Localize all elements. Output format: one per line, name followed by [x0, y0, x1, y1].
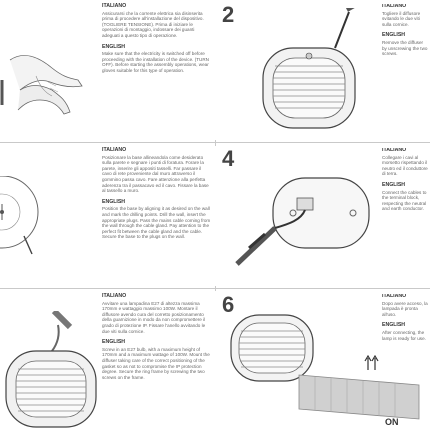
italian-heading: ITALIANO [102, 3, 127, 9]
italian-heading: ITALIANO [382, 148, 407, 153]
italian-heading: ITALIANO [382, 294, 407, 299]
step-2-panel [215, 0, 430, 140]
on-label: ON [385, 417, 399, 427]
up-arrows-icon [363, 355, 381, 371]
step-number: 4 [222, 146, 235, 171]
english-heading: ENGLISH [382, 181, 406, 188]
step-4-panel [215, 146, 430, 286]
english-instructions: Make sure that the electricity is switched off before proceeding with the installation of the device. (TURN OFF). Before starting the assembly operations, wear gloves suitable for this type of operation. [102, 51, 209, 73]
italian-instructions: Togliere il diffusore svitando le due viti sulla cornice. [382, 10, 421, 27]
english-instructions: Connect the cables to the terminal block, respecting the neutral and earth conductor. [382, 189, 427, 212]
italian-instructions: Avvitare una lampadina E27 di altezza massima 170mm e wattaggio massimo 100W. Montare il diffusore avendo cura del corretto posizionamento della guarnizione in modo da non compromettere il grado di protezione IP. Fissare l'anello avvitando le due viti sulla cornice. [102, 300, 206, 334]
step-1-panel [0, 0, 215, 140]
step-number: 6 [222, 292, 235, 317]
step-5-panel [0, 291, 215, 430]
diffuser-mounting-illustration [0, 311, 100, 429]
italian-instructions: Posizionare la base allineandola come desiderato sulla parete e segnare i punti di foratura. Forare la parete, inserire gli appositi tasselli. Far passare il cavo di rete proveniente dal muro attraverso il gommino passa cavo. Fare attenzione alla perfetta aderenza tra il passacavo ed il cavo. Fissare la base al tassello a muro. [102, 154, 209, 194]
wall-drilling-illustration [0, 176, 100, 276]
lamp-unscrew-illustration [255, 8, 380, 136]
wiring-illustration [235, 168, 375, 280]
english-heading: ENGLISH [102, 339, 126, 346]
english-heading: ENGLISH [102, 198, 126, 205]
step-number: 2 [222, 2, 235, 27]
gloved-hands-illustration [0, 20, 100, 130]
english-instructions: Screw in an E27 bulb, with a maximum height of 170mm and a maximum wattage of 100W. Mount the diffuser taking care of the correct positioning of the gasket so as not to compromise the IP protection degree. Secure the ring frame by screwing the two screws on the frame. [102, 346, 210, 380]
english-heading: ENGLISH [382, 322, 406, 329]
italian-instructions: Assicurarsi che la corrente elettrica sia disinserita prima di procedere all'installazione del dispositivo. (TOGLIERE TENSIONE). Prima di iniziare le operazioni di montaggio, indossare dei guanti adeguati a questo tipo di operazione. [102, 10, 204, 38]
english-heading: ENGLISH [382, 32, 406, 39]
italian-heading: ITALIANO [382, 4, 407, 9]
english-instructions: After connecting, the lamp is ready for use. [382, 329, 426, 341]
power-switch-strip-illustration [295, 371, 420, 421]
english-instructions: Position the base by aligning it as desired on the wall and mark the drilling points. Drill the wall, insert the appropriate plugs. Pass the mains cable coming from the wall through the cable gland. Pay attention to the perfect fit between the cable gland and the cable. Secure the base to the plugs on the wall. [102, 206, 211, 240]
italian-heading: ITALIANO [102, 293, 127, 299]
english-instructions: Remove the diffuser by unscrewing the two screws. [382, 39, 428, 57]
step-6-panel [215, 291, 430, 430]
italian-heading: ITALIANO [102, 147, 127, 153]
italian-instructions: Collegare i cavi al morsetto rispettando il neutro ed il conduttore di terra. [382, 154, 428, 177]
italian-instructions: Dopo avere acceso, la lampada è pronta all'uso. [382, 300, 428, 317]
english-heading: ENGLISH [102, 43, 126, 50]
step-3-panel [0, 146, 215, 286]
